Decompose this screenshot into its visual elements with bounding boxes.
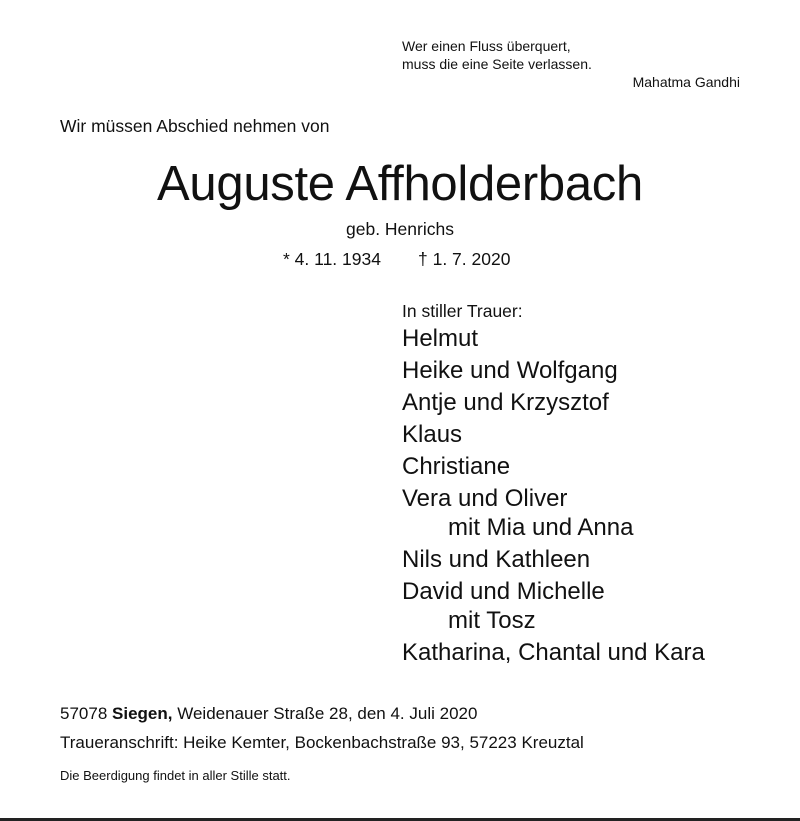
mourner-name: mit Tosz: [448, 607, 536, 634]
address-line: [60, 704, 477, 724]
intro-text: Wir müssen Abschied nehmen von: [60, 116, 330, 136]
mourner-name: Helmut: [402, 325, 479, 352]
condolence-address: Traueranschrift: Heike Kemter, Bockenbachstraße 93, 57223 Kreuztal: [60, 733, 584, 752]
mourner-name: Vera und Oliver: [402, 485, 568, 512]
quote-line-1: Wer einen Fluss überquert,: [402, 38, 571, 54]
deceased-name: Auguste Affholderbach: [157, 157, 643, 211]
mourner-name: Nils und Kathleen: [402, 546, 591, 573]
mourner-name: mit Mia und Anna: [448, 514, 634, 541]
death-date: † 1. 7. 2020: [418, 249, 511, 269]
mourner-name: Antje und Krzysztof: [402, 389, 609, 416]
birth-date: * 4. 11. 1934: [283, 249, 381, 269]
mourning-label: In stiller Trauer:: [402, 301, 523, 321]
quote-line-2: muss die eine Seite verlassen.: [402, 56, 592, 72]
funeral-note: Die Beerdigung findet in aller Stille statt.: [60, 768, 291, 783]
address-city: Siegen,: [112, 704, 173, 723]
mourner-name: Heike und Wolfgang: [402, 357, 618, 384]
mourner-name: Christiane: [402, 453, 511, 480]
mourner-name: Klaus: [402, 421, 463, 448]
birth-name: geb. Henrichs: [346, 219, 454, 239]
mourner-name: David und Michelle: [402, 578, 605, 605]
mourner-name: Katharina, Chantal und Kara: [402, 639, 705, 666]
address-postcode: 57078: [60, 704, 108, 723]
address-street-date: Weidenauer Straße 28, den 4. Juli 2020: [177, 704, 478, 723]
quote-author: Mahatma Gandhi: [632, 74, 740, 90]
